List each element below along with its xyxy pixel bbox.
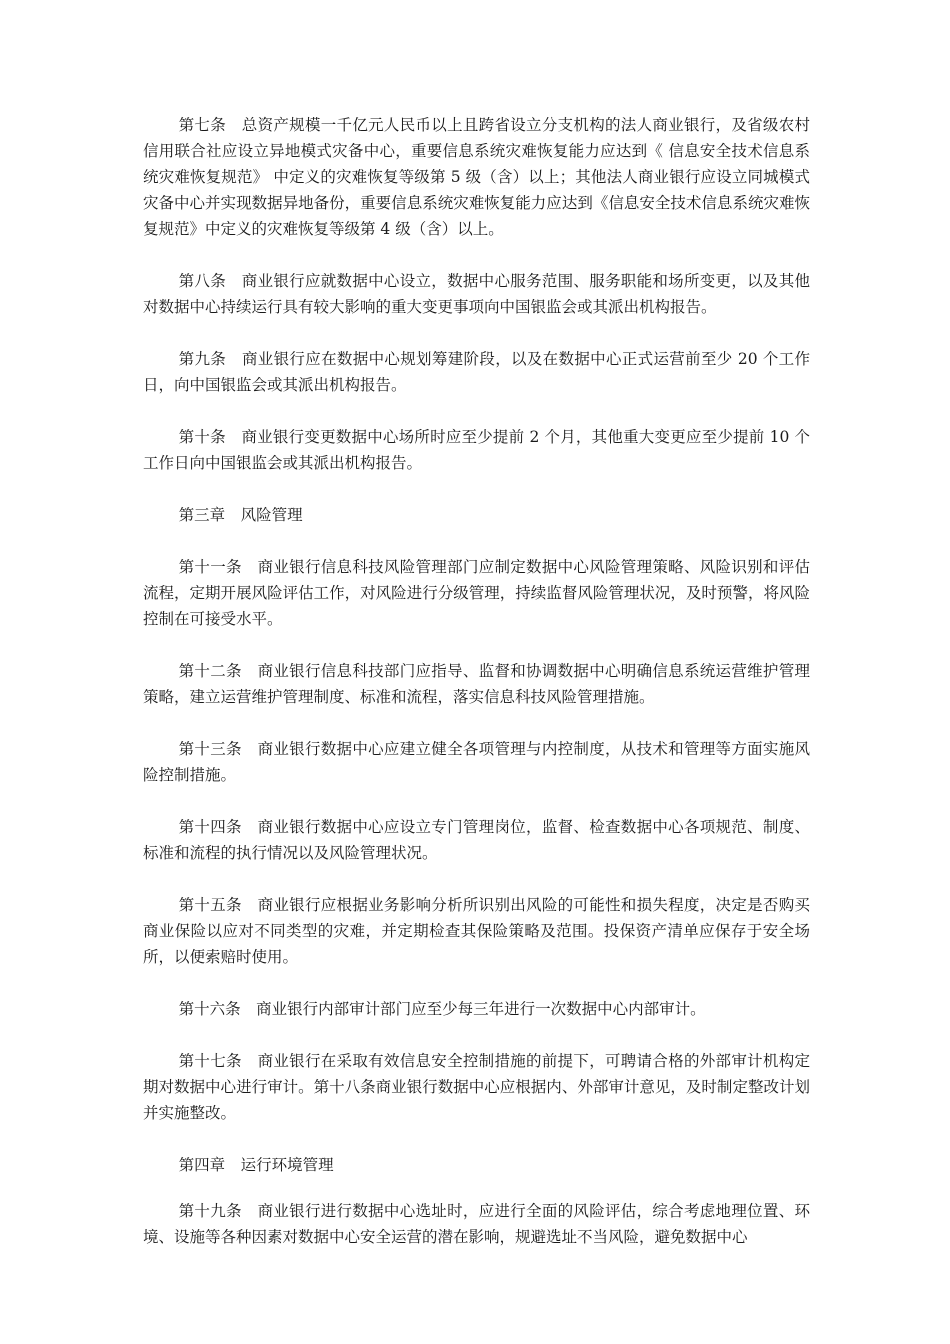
chapter-3-heading: 第三章 风险管理 [178, 506, 303, 524]
article-12: 第十二条 商业银行信息科技部门应指导、监督和协调数据中心明确信息系统运营维护管理策略，建立运营维护管理制度、标准和流程，落实信息科技风险管理措施。 [143, 662, 810, 706]
chapter-4-heading: 第四章 运行环境管理 [178, 1156, 334, 1174]
article-9: 第九条 商业银行应在数据中心规划筹建阶段，以及在数据中心正式运营前至少 20 个工作日，向中国银监会或其派出机构报告。 [143, 350, 810, 394]
article-19: 第十九条 商业银行进行数据中心选址时，应进行全面的风险评估，综合考虑地理位置、环境、设施等各种因素对数据中心安全运营的潜在影响，规避选址不当风险，避免数据中心 [143, 1202, 810, 1246]
article-8: 第八条 商业银行应就数据中心设立，数据中心服务范围、服务职能和场所变更，以及其他对数据中心持续运行具有较大影响的重大变更事项向中国银监会或其派出机构报告。 [143, 272, 810, 316]
article-7: 第七条 总资产规模一千亿元人民币以上且跨省设立分支机构的法人商业银行，及省级农村信用联合社应设立异地模式灾备中心，重要信息系统灾难恢复能力应达到《 信息安全技术信息系统灾难恢复规范》 中定义的灾难恢复等级第 5 级（含）以上；其他法人商业银行应设立同城模式灾备中心并实现数据异地备份，重要信息系统灾难恢复能力应达到《信息安全技术信息系统灾难恢复规范》中定义的灾难恢复等级第 4 级（含）以上。 [143, 116, 810, 238]
article-16: 第十六条 商业银行内部审计部门应至少每三年进行一次数据中心内部审计。 [178, 1000, 706, 1018]
article-13: 第十三条 商业银行数据中心应建立健全各项管理与内控制度，从技术和管理等方面实施风险控制措施。 [143, 740, 810, 784]
document-page [143, 112, 810, 1250]
article-11: 第十一条 商业银行信息科技风险管理部门应制定数据中心风险管理策略、风险识别和评估流程，定期开展风险评估工作，对风险进行分级管理，持续监督风险管理状况，及时预警，将风险控制在可接受水平。 [143, 558, 810, 628]
article-17: 第十七条 商业银行在采取有效信息安全控制措施的前提下，可聘请合格的外部审计机构定期对数据中心进行审计。第十八条商业银行数据中心应根据内、外部审计意见，及时制定整改计划并实施整改。 [143, 1052, 810, 1122]
article-14: 第十四条 商业银行数据中心应设立专门管理岗位，监督、检查数据中心各项规范、制度、标准和流程的执行情况以及风险管理状况。 [143, 818, 810, 862]
article-15: 第十五条 商业银行应根据业务影响分析所识别出风险的可能性和损失程度，决定是否购买商业保险以应对不同类型的灾难，并定期检查其保险策略及范围。投保资产清单应保存于安全场所，以便索赔时使用。 [143, 896, 810, 966]
article-10: 第十条 商业银行变更数据中心场所时应至少提前 2 个月，其他重大变更应至少提前 10 个工作日向中国银监会或其派出机构报告。 [143, 428, 810, 472]
